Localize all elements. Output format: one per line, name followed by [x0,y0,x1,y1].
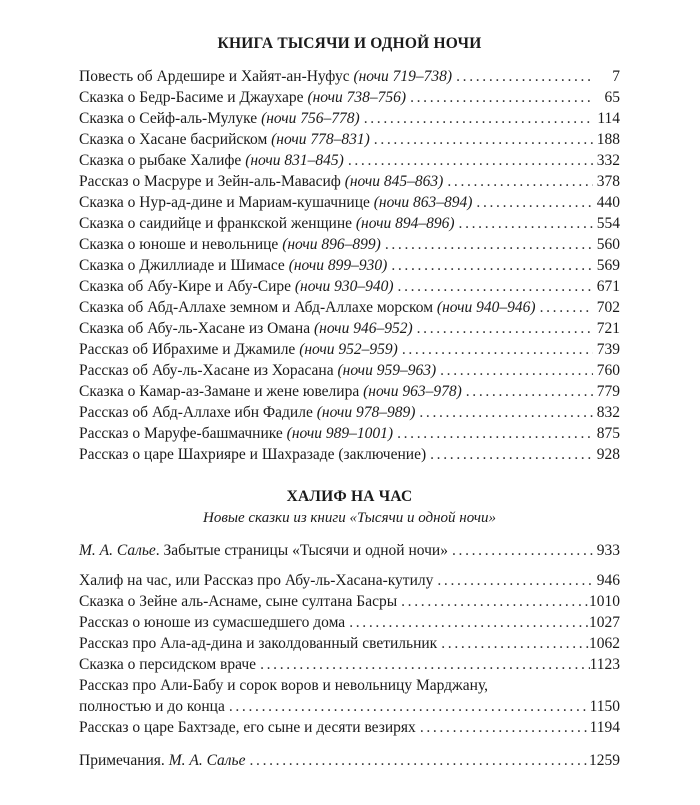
page-number: 1194 [589,719,620,736]
toc-entry[interactable] [79,87,620,108]
dot-leader [229,696,590,717]
entry-nights: (ночи 738–756) [307,89,407,106]
entry-title-text: Рассказ об Ибрахиме и Джамиле [79,341,296,358]
entry-title-text: Сказка о Бедр-Басиме и Джаухаре [79,89,304,106]
entry-title [79,276,394,297]
toc-entry[interactable] [79,540,620,561]
section-title: КНИГА ТЫСЯЧИ И ОДНОЙ НОЧИ [217,35,482,52]
entry-author: М. А. Салье [79,542,156,559]
entry-title [79,444,426,465]
dot-leader [441,633,589,654]
entry-nights: (ночи 831–845) [245,152,344,169]
entry-nights: (ночи 978–989) [316,404,416,421]
entry-nights: (ночи 863–894) [373,194,473,211]
dot-leader [417,318,593,339]
entry-title-line1[interactable]: Рассказ про Али-Бабу и сорок воров и невольницу Марджану, [79,677,489,694]
entry-nights: (ночи 894–896) [355,215,455,232]
entry-title [79,318,413,339]
toc-entry[interactable] [79,192,620,213]
notes-label: Примечания. [79,752,169,769]
toc-entry[interactable] [79,591,620,612]
toc-entry[interactable] [79,213,620,234]
page-number: 1150 [589,698,620,715]
page-number: 188 [596,131,620,148]
section-subtitle: Новые сказки из книги «Тысячи и одной ночи» [202,510,497,526]
page-number: 1259 [589,752,620,769]
entry-title-text: Сказка о Сейф-аль-Мулуке [79,110,258,127]
entry-title-text: . Забытые страницы «Тысячи и одной ночи» [155,542,448,559]
entry-title [79,540,448,561]
table-of-contents [79,0,620,805]
dot-leader [430,444,593,465]
entry-nights: (ночи 963–978) [363,383,462,400]
toc-entry[interactable] [79,66,620,87]
page-number: 569 [596,257,620,274]
page-number: 1010 [589,593,620,610]
toc-entry[interactable] [79,129,620,150]
dot-leader [440,360,593,381]
entry-nights: (ночи 952–959) [299,341,398,358]
entry-title-text: Рассказ о Маруфе-башмачнике [79,425,283,442]
entry-title: Рассказ про Ала-ад-дина и заколдованный светильник [79,635,438,652]
toc-entry[interactable] [79,360,620,381]
dot-leader [452,540,593,561]
entry-title-text: Сказка о Нур-ад-дине и Мариам-кушачнице [79,194,370,211]
dot-leader [437,570,592,591]
entry-title [79,381,462,402]
dot-leader [349,612,589,633]
toc-entry-notes[interactable] [79,750,620,771]
toc-entry[interactable] [79,339,620,360]
entry-nights: (ночи 778–831) [271,131,370,148]
section-title: ХАЛИФ НА ЧАС [286,488,413,505]
toc-entry[interactable] [79,570,620,591]
entry-title [79,234,381,255]
entry-title [79,402,415,423]
dot-leader [476,192,592,213]
entry-title: Сказка о персидском враче [79,656,257,673]
toc-entry[interactable] [79,255,620,276]
page-number: 946 [596,572,620,589]
entry-title [79,150,344,171]
dot-leader [398,276,593,297]
entry-title [79,339,398,360]
page-number: 1123 [589,656,620,673]
page-number: 875 [596,425,620,442]
toc-entry[interactable] [79,171,620,192]
entry-nights: (ночи 756–778) [261,110,360,127]
page-number: 739 [596,341,620,358]
toc-entry[interactable] [79,234,620,255]
entry-title-text: Повесть об Ардешире и Хайят-ан-Нуфус [79,68,350,85]
dot-leader [402,339,593,360]
toc-entry[interactable] [79,150,620,171]
entry-title [79,423,393,444]
page-number: 378 [596,173,620,190]
toc-entry[interactable] [79,633,620,654]
dot-leader [420,717,590,738]
entry-title [79,87,406,108]
dot-leader [466,381,593,402]
entry-title: Рассказ о царе Бахтзаде, его сыне и десяти везирях [79,719,416,736]
page-number: 65 [604,89,620,106]
page-number: 832 [596,404,620,421]
entry-nights: (ночи 989–1001) [286,425,394,442]
page-number: 933 [596,542,620,559]
dot-leader [540,297,593,318]
page-number: 332 [596,152,620,169]
dot-leader [397,423,593,444]
page-number: 554 [596,215,620,232]
entry-title-text: Сказка об Абу-ль-Хасане из Омана [79,320,311,337]
page-number: 440 [596,194,620,211]
entry-nights: (ночи 940–946) [436,299,536,316]
entry-title [79,129,370,150]
entry-nights: (ночи 946–952) [313,320,413,337]
page-number: 560 [596,236,620,253]
dot-leader [401,591,589,612]
dot-leader [374,129,593,150]
page-number: 760 [596,362,620,379]
page-number: 1027 [589,614,620,631]
dot-leader [260,654,590,675]
dot-leader [249,750,589,771]
entry-author: М. А. Салье [168,752,246,769]
entry-title-line2: полностью и до конца [79,698,225,715]
toc-entry[interactable] [79,318,620,339]
entry-title-text: Рассказ о Масруре и Зейн-аль-Мавасиф [79,173,341,190]
entry-title [79,255,387,276]
entry-title-text: Сказка о Хасане басрийском [79,131,268,148]
dot-leader [348,150,593,171]
entry-nights: (ночи 845–863) [344,173,444,190]
page-number: 7 [612,68,620,85]
page-number: 702 [596,299,620,316]
entry-title [79,750,245,771]
dot-leader [459,213,593,234]
entry-title [79,171,443,192]
entry-title-text: Рассказ о царе Шахрияре и Шахразаде (заключение) [79,446,427,463]
toc-entry[interactable] [79,612,620,633]
dot-leader [456,66,594,87]
entry-title-text: Сказка о юноше и невольнице [79,236,279,253]
entry-title [79,360,436,381]
toc-entry[interactable] [79,381,620,402]
entry-title: Сказка о Зейне аль-Аснаме, сыне султана Басры [79,593,398,610]
toc-entry[interactable] [79,402,620,423]
entry-title-text: Сказка об Абд-Аллахе земном и Абд-Аллахе морском [79,299,434,316]
entry-title-text: Сказка о Камар-аз-Замане и жене ювелира [79,383,360,400]
dot-leader [419,402,592,423]
toc-entry[interactable] [79,276,620,297]
page-number: 671 [596,278,620,295]
entry-title-text: Сказка об Абу-Кире и Абу-Сире [79,278,291,295]
page-number: 114 [597,110,620,127]
dot-leader [391,255,592,276]
entry-title-text: Рассказ об Абд-Аллахе ибн Фадиле [79,404,313,421]
toc-entry[interactable] [79,297,620,318]
entry-nights: (ночи 896–899) [282,236,381,253]
entry-title-text: Рассказ об Абу-ль-Хасане из Хорасана [79,362,334,379]
entry-title: Халиф на час, или Рассказ про Абу-ль-Хасана-кутилу [79,572,434,589]
dot-leader [385,234,593,255]
entry-nights: (ночи 719–738) [353,68,453,85]
entry-title-text: Сказка о саидийце и франкской женщине [79,215,352,232]
dot-leader [410,87,594,108]
entry-nights: (ночи 930–940) [294,278,394,295]
toc-entry[interactable] [79,696,620,717]
entry-title: Рассказ о юноше из сумасшедшего дома [79,614,346,631]
entry-title-text: Сказка о рыбаке Халифе [79,152,242,169]
toc-entry[interactable] [79,423,620,444]
toc-entry[interactable] [79,717,620,738]
entry-nights: (ночи 959–963) [337,362,437,379]
toc-entry[interactable] [79,654,620,675]
entry-nights: (ночи 899–930) [288,257,388,274]
entry-title [79,108,360,129]
page-number: 721 [596,320,620,337]
page-number: 928 [596,446,620,463]
entry-title [79,192,472,213]
entry-title [79,213,455,234]
entry-title [79,66,452,87]
dot-leader [447,171,592,192]
toc-entry[interactable] [79,444,620,465]
entry-title [79,297,536,318]
toc-entry[interactable] [79,108,620,129]
dot-leader [364,108,594,129]
page-number: 1062 [589,635,620,652]
page-number: 779 [596,383,620,400]
entry-title-text: Сказка о Джиллиаде и Шимасе [79,257,289,274]
